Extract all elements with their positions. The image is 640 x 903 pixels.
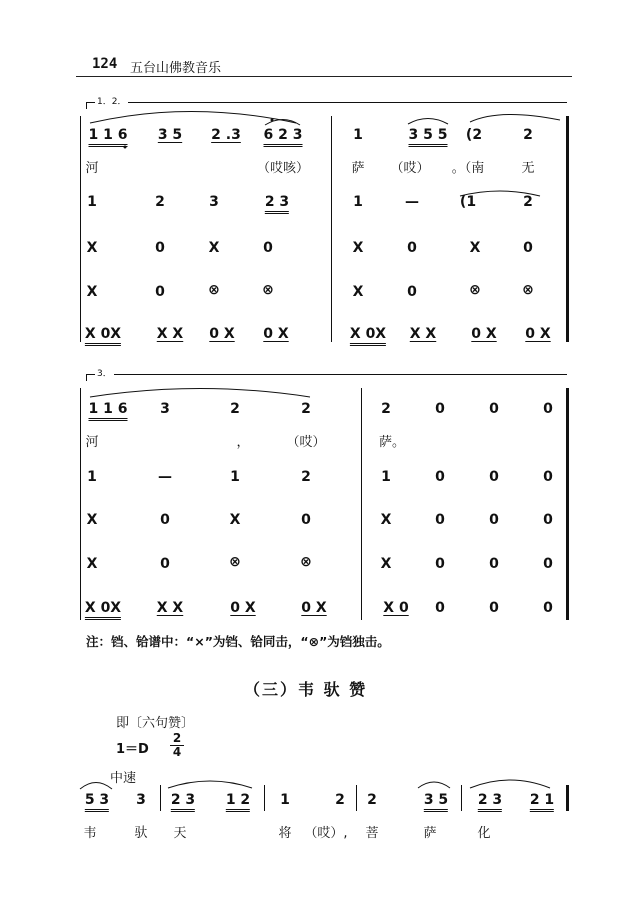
note: 0 X (471, 326, 497, 342)
note: 0 (523, 240, 533, 256)
note: 2 (230, 401, 240, 417)
note: 3 (160, 401, 170, 417)
note: 0 (435, 401, 445, 417)
lyric: 菩 (365, 826, 379, 841)
system-bracket-left (80, 116, 81, 342)
note: 2 (381, 401, 391, 417)
note: X X (156, 600, 184, 616)
lyric: 无 (521, 161, 535, 176)
note: 0 (160, 512, 170, 528)
note: 0 (489, 600, 499, 616)
lyric: 将 (278, 826, 292, 841)
volta-bracket-1: 1．2． (86, 102, 567, 109)
note: X 0 (383, 600, 409, 616)
note: 3 5 (157, 127, 183, 143)
lyric: 萨 (423, 826, 437, 841)
barline (331, 116, 332, 342)
note: X (380, 556, 392, 572)
note: 0 (435, 600, 445, 616)
system-bracket-left (80, 388, 81, 620)
note: 2 (301, 401, 311, 417)
note: ⊗ (262, 282, 274, 298)
note: X (86, 556, 98, 572)
note: 2 (523, 194, 533, 210)
note: 0 (489, 512, 499, 528)
lyric: 。（南 (451, 161, 485, 176)
note: X 0X (85, 600, 121, 620)
note: 3 (136, 792, 146, 808)
note: 0 X (263, 326, 289, 342)
lyric: （哎）, (304, 826, 348, 841)
lyric: 萨 (351, 161, 365, 176)
note: ⊗ (469, 282, 481, 298)
note: X (469, 240, 481, 256)
note: 0 (543, 512, 553, 528)
note: X (86, 512, 98, 528)
section-title: （三）韦 驮 赞 (244, 680, 368, 699)
note: 2 3 (171, 792, 195, 812)
lyric: （哎） (286, 435, 326, 450)
note: 1 (353, 194, 363, 210)
note: X X (409, 326, 437, 342)
note: 1 (87, 469, 97, 485)
note: 0 (489, 469, 499, 485)
note: 0 (543, 600, 553, 616)
note: ⊗ (522, 282, 534, 298)
note: 0 (489, 556, 499, 572)
note: ⊗ (208, 282, 220, 298)
note: X X (156, 326, 184, 342)
lyric: 河 (85, 435, 99, 450)
end-barline (566, 785, 569, 811)
note: 0 X (209, 326, 235, 342)
note: 0 X (301, 600, 327, 616)
final-bar (566, 388, 569, 620)
note: ⊗ (300, 554, 312, 570)
note: X (352, 240, 364, 256)
note: X (86, 240, 98, 256)
note: 2 3 (265, 194, 289, 214)
note: 1 1 6 (89, 127, 128, 147)
note: 0 (263, 240, 273, 256)
note: 1 (230, 469, 240, 485)
note: 0 (543, 469, 553, 485)
lyric: 河 (85, 161, 99, 176)
lyric: （哎咳） (256, 161, 310, 176)
note: 0 (407, 284, 417, 300)
note: 0 (155, 284, 165, 300)
lyric: 驮 (134, 826, 148, 841)
barline (160, 785, 161, 811)
note: 0 (155, 240, 165, 256)
time-signature (170, 732, 184, 759)
note: 1 2 (226, 792, 250, 812)
key-signature: 1＝D (116, 742, 149, 757)
barline (461, 785, 462, 811)
note: — (405, 194, 419, 210)
final-repeat-bar (566, 116, 569, 342)
note: 1 (353, 127, 363, 143)
note: X (208, 240, 220, 256)
note: 0 (435, 512, 445, 528)
note: 1 (87, 194, 97, 210)
section-subtitle: 即〔六句赞〕 (116, 716, 195, 731)
note: 3 (209, 194, 219, 210)
lyric: 韦 (83, 826, 97, 841)
note: 0 X (525, 326, 551, 342)
note: X 0X (350, 326, 386, 346)
note: 3 5 (424, 792, 448, 812)
barline (356, 785, 357, 811)
note: 2 (367, 792, 377, 808)
note: 2 (301, 469, 311, 485)
note: (2 (465, 127, 483, 143)
note: 6 2 3 (264, 127, 303, 147)
note: (1 (459, 194, 477, 210)
note: 2 (335, 792, 345, 808)
barline (361, 388, 362, 620)
lyric: （哎） (390, 161, 430, 176)
note: X (352, 284, 364, 300)
note: X (229, 512, 241, 528)
note: 0 (407, 240, 417, 256)
note: 2 1 (530, 792, 554, 812)
footnote: 注：铛、铪谱中：“×”为铛、铪同击，“⊗”为铛独击。 (86, 634, 390, 649)
note: X (86, 284, 98, 300)
lyric: 萨。 (378, 435, 406, 450)
note: X 0X (85, 326, 121, 346)
note: 5 3 (85, 792, 109, 812)
note: 0 (435, 556, 445, 572)
page-number: 124 (92, 56, 118, 72)
note: 2 3 (478, 792, 502, 812)
note: ⊗ (229, 554, 241, 570)
note: 1 (381, 469, 391, 485)
note: 0 (489, 401, 499, 417)
header-rule (76, 76, 572, 77)
note: 1 (280, 792, 290, 808)
time-bottom: 4 (172, 745, 182, 759)
note: 1 1 6 (89, 401, 128, 421)
lyric: 天 (173, 826, 187, 841)
note: X (380, 512, 392, 528)
note: 2 .3 (211, 127, 241, 143)
tempo-marking: 中速 (110, 771, 137, 786)
note: 0 (301, 512, 311, 528)
lyric: ， (236, 435, 250, 450)
time-top: 2 (170, 732, 184, 746)
note: 2 (523, 127, 533, 143)
book-title: 五台山佛教音乐 (130, 61, 222, 76)
note: 0 (543, 556, 553, 572)
note: 0 X (230, 600, 256, 616)
note: — (158, 469, 172, 485)
volta-bracket-3: 3． (86, 374, 567, 381)
lyric: 化 (477, 826, 491, 841)
note: 0 (160, 556, 170, 572)
barline (264, 785, 265, 811)
note: 0 (543, 401, 553, 417)
note: 0 (435, 469, 445, 485)
note: 3 5 5 (409, 127, 448, 147)
note: 2 (155, 194, 165, 210)
